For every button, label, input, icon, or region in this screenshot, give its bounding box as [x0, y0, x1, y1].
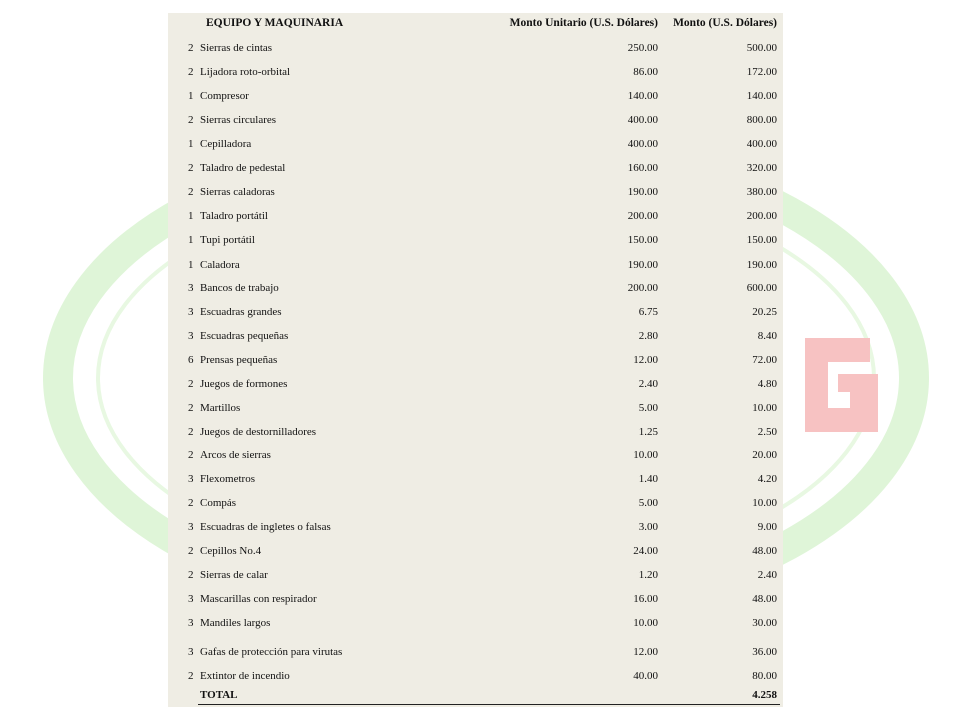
- row-item-name: Taladro portátil: [200, 210, 268, 222]
- row-total: 140.00: [746, 90, 777, 102]
- row-total: 72.00: [752, 354, 777, 366]
- row-total: 2.40: [757, 569, 777, 581]
- row-item-name: Martillos: [200, 402, 241, 414]
- row-total: 10.00: [752, 402, 777, 414]
- row-item-name: Escuadras grandes: [200, 306, 282, 318]
- row-unit-price: 140.00: [627, 90, 658, 102]
- header-monto: Monto (U.S. Dólares): [673, 17, 777, 29]
- row-item-name: Tupi portátil: [200, 234, 255, 246]
- total-label: TOTAL: [200, 689, 238, 701]
- row-item-name: Extintor de incendio: [200, 670, 290, 682]
- row-unit-price: 400.00: [627, 138, 658, 150]
- table-row: [168, 646, 783, 666]
- row-item-name: Caladora: [200, 259, 240, 271]
- row-item-name: Cepilladora: [200, 138, 252, 150]
- table-row: [168, 426, 783, 446]
- table-row: [168, 473, 783, 493]
- row-unit-price: 190.00: [627, 259, 658, 271]
- row-quantity: 3: [188, 282, 194, 294]
- table-row: [168, 66, 783, 86]
- row-total: 36.00: [752, 646, 777, 658]
- row-item-name: Gafas de protección para virutas: [200, 646, 343, 658]
- row-quantity: 1: [188, 234, 194, 246]
- row-unit-price: 1.40: [638, 473, 658, 485]
- row-quantity: 6: [188, 354, 194, 366]
- table-row: [168, 234, 783, 254]
- row-total: 48.00: [752, 593, 777, 605]
- row-quantity: 1: [188, 90, 194, 102]
- row-quantity: 3: [188, 593, 194, 605]
- row-unit-price: 10.00: [633, 617, 658, 629]
- row-item-name: Bancos de trabajo: [200, 282, 279, 294]
- row-item-name: Juegos de formones: [200, 378, 288, 390]
- table-row: [168, 90, 783, 110]
- row-unit-price: 16.00: [633, 593, 658, 605]
- row-quantity: 2: [188, 42, 194, 54]
- row-quantity: 1: [188, 210, 194, 222]
- row-total: 10.00: [752, 497, 777, 509]
- row-item-name: Sierras de cintas: [200, 42, 273, 54]
- table-row: [168, 42, 783, 62]
- row-unit-price: 200.00: [627, 282, 658, 294]
- row-unit-price: 400.00: [627, 114, 658, 126]
- row-unit-price: 5.00: [638, 402, 658, 414]
- table-row: [168, 569, 783, 589]
- table-row: [168, 402, 783, 422]
- row-quantity: 2: [188, 449, 194, 461]
- table-row: [168, 330, 783, 350]
- row-quantity: 3: [188, 617, 194, 629]
- row-quantity: 2: [188, 402, 194, 414]
- row-total: 48.00: [752, 545, 777, 557]
- row-quantity: 3: [188, 330, 194, 342]
- row-total: 80.00: [752, 670, 777, 682]
- row-quantity: 2: [188, 114, 194, 126]
- row-quantity: 2: [188, 378, 194, 390]
- row-quantity: 2: [188, 497, 194, 509]
- row-item-name: Flexometros: [200, 473, 255, 485]
- row-item-name: Prensas pequeñas: [200, 354, 278, 366]
- row-total: 600.00: [746, 282, 777, 294]
- row-quantity: 2: [188, 162, 194, 174]
- row-unit-price: 2.80: [638, 330, 658, 342]
- row-total: 400.00: [746, 138, 777, 150]
- row-item-name: Juegos de destornilladores: [200, 426, 317, 438]
- letter-g-icon: [805, 338, 878, 432]
- table-row: [168, 162, 783, 182]
- table-row: [168, 114, 783, 134]
- row-total: 4.20: [757, 473, 777, 485]
- row-item-name: Sierras circulares: [200, 114, 277, 126]
- equipment-table: [168, 13, 783, 707]
- row-quantity: 2: [188, 545, 194, 557]
- row-total: 4.80: [757, 378, 777, 390]
- row-total: 172.00: [746, 66, 777, 78]
- table-row: [168, 354, 783, 374]
- total-divider: [198, 704, 780, 705]
- row-unit-price: 160.00: [627, 162, 658, 174]
- row-quantity: 2: [188, 569, 194, 581]
- row-total: 190.00: [746, 259, 777, 271]
- row-total: 800.00: [746, 114, 777, 126]
- row-item-name: Mascarillas con respirador: [200, 593, 317, 605]
- row-total: 380.00: [746, 186, 777, 198]
- row-unit-price: 6.75: [638, 306, 658, 318]
- row-item-name: Mandiles largos: [200, 617, 271, 629]
- row-unit-price: 250.00: [627, 42, 658, 54]
- row-total: 320.00: [746, 162, 777, 174]
- header-equipo: EQUIPO Y MAQUINARIA: [206, 17, 344, 29]
- row-quantity: 2: [188, 186, 194, 198]
- table-row: [168, 210, 783, 230]
- table-row: [168, 138, 783, 158]
- table-row: [168, 521, 783, 541]
- row-item-name: Sierras caladoras: [200, 186, 275, 198]
- table-row: [168, 545, 783, 565]
- table-row: [168, 593, 783, 613]
- header-monto-unitario: Monto Unitario (U.S. Dólares): [509, 17, 658, 29]
- row-total: 500.00: [746, 42, 777, 54]
- row-quantity: 1: [188, 259, 194, 271]
- row-unit-price: 12.00: [633, 646, 658, 658]
- row-total: 200.00: [746, 210, 777, 222]
- row-total: 30.00: [752, 617, 777, 629]
- table-header: [168, 17, 783, 37]
- row-item-name: Taladro de pedestal: [200, 162, 286, 174]
- row-quantity: 3: [188, 306, 194, 318]
- row-total: 9.00: [757, 521, 777, 533]
- row-quantity: 2: [188, 426, 194, 438]
- row-total: 150.00: [746, 234, 777, 246]
- row-unit-price: 10.00: [633, 449, 658, 461]
- table-row: [168, 617, 783, 637]
- row-unit-price: 190.00: [627, 186, 658, 198]
- row-unit-price: 3.00: [638, 521, 658, 533]
- table-row: [168, 282, 783, 302]
- row-total: 20.00: [752, 449, 777, 461]
- row-total: 2.50: [757, 426, 777, 438]
- table-row: [168, 259, 783, 279]
- row-quantity: 2: [188, 66, 194, 78]
- row-unit-price: 5.00: [638, 497, 658, 509]
- row-unit-price: 12.00: [633, 354, 658, 366]
- row-unit-price: 150.00: [627, 234, 658, 246]
- row-item-name: Sierras de calar: [200, 569, 268, 581]
- table-row: [168, 449, 783, 469]
- row-total: 8.40: [757, 330, 777, 342]
- row-item-name: Escuadras de ingletes o falsas: [200, 521, 331, 533]
- row-quantity: 2: [188, 670, 194, 682]
- row-total: 20.25: [752, 306, 777, 318]
- row-quantity: 3: [188, 521, 194, 533]
- row-item-name: Compresor: [200, 90, 249, 102]
- table-row: [168, 378, 783, 398]
- table-row: [168, 497, 783, 517]
- total-value: 4.258: [752, 689, 777, 701]
- row-unit-price: 200.00: [627, 210, 658, 222]
- row-unit-price: 1.25: [638, 426, 658, 438]
- row-unit-price: 40.00: [633, 670, 658, 682]
- row-unit-price: 86.00: [633, 66, 658, 78]
- row-item-name: Escuadras pequeñas: [200, 330, 289, 342]
- table-row: [168, 186, 783, 206]
- row-quantity: 1: [188, 138, 194, 150]
- row-item-name: Lijadora roto-orbital: [200, 66, 291, 78]
- row-unit-price: 24.00: [633, 545, 658, 557]
- table-row: [168, 306, 783, 326]
- row-item-name: Compás: [200, 497, 237, 509]
- row-unit-price: 1.20: [638, 569, 658, 581]
- row-item-name: Arcos de sierras: [200, 449, 271, 461]
- row-quantity: 3: [188, 646, 194, 658]
- row-quantity: 3: [188, 473, 194, 485]
- row-item-name: Cepillos No.4: [200, 545, 262, 557]
- row-unit-price: 2.40: [638, 378, 658, 390]
